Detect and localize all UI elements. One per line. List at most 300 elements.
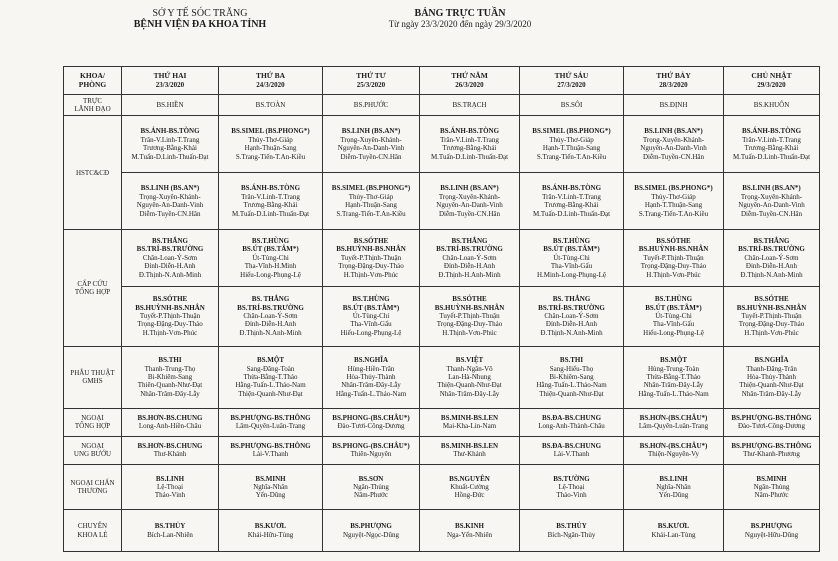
doctor-names: BS.LINH (BS.AN*) bbox=[440, 184, 499, 193]
duty-cell bbox=[520, 465, 624, 510]
doctor-names: BS.THI bbox=[559, 356, 584, 365]
staff-names: Hiếu-Long-Phụng-Lệ bbox=[340, 328, 402, 337]
duty-cell bbox=[420, 408, 520, 436]
department-label-line: PHẪU THUẬT bbox=[70, 368, 115, 377]
day-date: 24/3/2020 bbox=[256, 80, 285, 89]
staff-names: Nguyên-An-Danh-Vinh bbox=[640, 144, 707, 153]
doctor-names: BS.HUỲNH-BS.NHÂN bbox=[336, 245, 406, 254]
staff-names: Đỉnh-Diễn-H.Anh bbox=[144, 262, 196, 271]
doctor-names: BS.NGUYÊN bbox=[449, 474, 490, 483]
staff-names: Tuyết-P.Thịnh-Thuận bbox=[439, 311, 500, 320]
duty-cell bbox=[420, 465, 520, 510]
staff-names: Nga-Yến-Nhiên bbox=[446, 530, 493, 539]
staff-names: Lài-V.Thanh bbox=[252, 450, 289, 459]
leadership-label-line: LÃNH ĐẠO bbox=[74, 105, 111, 114]
staff-names: Long-Anh-Thành-Châu bbox=[538, 422, 605, 431]
doctor-names: BS.SIMEL (BS.PHONG*) bbox=[231, 127, 310, 136]
doctor-names: BS.SÓTHE bbox=[754, 295, 789, 304]
staff-names: Thiện-Nguyên-Vy bbox=[648, 450, 699, 459]
doctor-names: BS.PHƯỢNG bbox=[750, 522, 793, 531]
duty-cell bbox=[420, 510, 520, 552]
duty-cell bbox=[122, 465, 219, 510]
doctor-names: BS.KINH bbox=[455, 522, 484, 531]
staff-names: Lệ-Thoại bbox=[558, 482, 585, 491]
doctor-names: BS.ÁNH-BS.TÒNG bbox=[741, 127, 802, 136]
corner-label-line: KHOA/ bbox=[79, 71, 105, 81]
doctor-names: BS.ÁNH-BS.TÒNG bbox=[240, 184, 301, 193]
doctor-names: BS.HƠN-BS.CHUNG bbox=[137, 442, 203, 451]
duty-cell bbox=[122, 116, 219, 172]
duty-cell bbox=[323, 286, 420, 346]
duty-cell bbox=[323, 465, 420, 510]
staff-names: Diễm-Tuyền-CN.Hân bbox=[643, 152, 704, 161]
doctor-names: BS.ÁNH-BS.TÒNG bbox=[439, 127, 500, 136]
day-name: THỨ BA bbox=[255, 71, 286, 81]
department-column-header bbox=[64, 67, 122, 95]
duty-cell bbox=[122, 230, 219, 286]
doctor-names: BS.ĐA-BS.CHUNG bbox=[541, 442, 602, 451]
doctor-names: BS.HUỲNH-BS.NHÂN bbox=[434, 303, 505, 312]
day-header-row bbox=[64, 67, 820, 95]
staff-names: H.Thịnh-Vơn-Phúc bbox=[142, 328, 198, 337]
day-header bbox=[323, 67, 420, 95]
staff-names: Thư-Khanh-Phương bbox=[743, 450, 800, 459]
staff-names: Trân-V.Linh-T.Trang bbox=[742, 135, 801, 144]
staff-names: Sang-Hiếu-Thọ bbox=[549, 364, 594, 373]
staff-names: Thủy-Thơ-Giáp bbox=[549, 135, 594, 144]
doctor-names: BS. THẮNG bbox=[251, 295, 290, 304]
doctor-names: BS.THẮNG bbox=[152, 237, 188, 246]
staff-names: Thiên-Quanh-Như-Đạt bbox=[137, 381, 203, 390]
doctor-names: BS.T.HÙNG bbox=[251, 237, 290, 246]
staff-names: S.Trang-Tiến-T.An-Kiều bbox=[235, 152, 306, 161]
roster-row bbox=[64, 510, 820, 552]
duty-cell bbox=[724, 436, 820, 464]
staff-names: S.Trang-Tiến-T.An-Kiều bbox=[638, 209, 709, 218]
department-label-line: GMHS bbox=[82, 377, 103, 386]
staff-names: Ngân-Thủng bbox=[353, 482, 389, 491]
doctor-names: BS.MINH bbox=[255, 474, 286, 483]
doctor-names: BS.TRÍ-BS.TRƯỜNG bbox=[237, 303, 304, 312]
staff-names: Trương-Bằng-Khải bbox=[243, 201, 298, 210]
staff-names: Đỉnh-Diễn-H.Anh bbox=[244, 320, 297, 329]
staff-names: Trọng-Đặng-Duy-Thảo bbox=[640, 262, 707, 271]
staff-names: Trân-V.Linh-T.Trang bbox=[542, 192, 601, 201]
duty-cell bbox=[323, 172, 420, 230]
staff-names: Út-Tùng-Chi bbox=[352, 311, 390, 320]
staff-names: Khuất-Cường bbox=[450, 482, 489, 491]
duty-cell bbox=[624, 436, 724, 464]
doctor-names: BS.SÓTHE bbox=[152, 295, 188, 304]
duty-cell bbox=[219, 436, 323, 464]
leadership-row bbox=[64, 95, 820, 116]
document-title-block bbox=[330, 8, 590, 29]
staff-names: Hạnh-Thuận-Sang bbox=[244, 144, 297, 153]
staff-names: H.Thịnh-Vơn-Phúc bbox=[646, 270, 701, 279]
doctor-names: BS.ÁNH-BS.TÒNG bbox=[541, 184, 602, 193]
duty-cell bbox=[420, 172, 520, 230]
leader-on-duty: BS.SÔI bbox=[520, 95, 624, 116]
leader-on-duty: BS.ĐỊNH bbox=[624, 95, 724, 116]
department-label bbox=[64, 116, 122, 230]
staff-names: Lâm-Quyên-Luân-Trang bbox=[235, 422, 306, 431]
staff-names: Sang-Đăng-Toàn bbox=[246, 364, 295, 373]
staff-names: Trân-V.Linh-T.Trang bbox=[440, 135, 499, 144]
doctor-names: BS.TRÍ-BS.TRƯỜNG bbox=[738, 245, 805, 254]
staff-names: Hiếu-Long-Phụng-Lệ bbox=[240, 270, 301, 279]
staff-names: Nguyệt-Hữu-Dũng bbox=[744, 530, 799, 539]
staff-names: Đ.Thịnh-N.Anh-Minh bbox=[239, 328, 302, 337]
staff-names: Thiên-Nguyên bbox=[350, 450, 392, 459]
staff-names: Thiện-Quanh-Như-Đạt bbox=[539, 389, 604, 398]
leader-on-duty: BS.TRẠCH bbox=[420, 95, 520, 116]
duty-cell bbox=[520, 408, 624, 436]
day-header bbox=[420, 67, 520, 95]
staff-names: Hòa-Thủy-Thành bbox=[346, 372, 396, 381]
duty-cell bbox=[219, 465, 323, 510]
doctor-names: BS.LINH bbox=[155, 474, 185, 483]
day-name: CHỦ NHẬT bbox=[751, 71, 792, 81]
staff-names: S.Trang-Tiến-T.An-Kiều bbox=[336, 209, 406, 218]
department-label-line: UNG BƯỚU bbox=[73, 450, 112, 459]
duty-cell bbox=[219, 346, 323, 408]
department-label bbox=[64, 436, 122, 464]
staff-names: Trọng-Xuyên-Khánh- bbox=[438, 192, 501, 201]
leader-on-duty: BS.PHƯỚC bbox=[323, 95, 420, 116]
doctor-names: BS.SIMEL (BS.PHONG*) bbox=[331, 184, 411, 193]
staff-names: Trương-Bằng-Khải bbox=[442, 144, 497, 153]
duty-cell bbox=[323, 510, 420, 552]
staff-names: Đỉnh-Diễn-H.Anh bbox=[443, 262, 496, 271]
staff-names: Hồng-Đức bbox=[454, 491, 485, 500]
duty-cell bbox=[520, 346, 624, 408]
staff-names: Trọng-Xuyên-Khánh- bbox=[642, 135, 705, 144]
staff-names: Thiện-Quanh-Như-Đạt bbox=[739, 381, 804, 390]
department-name: SỞ Y TẾ SÓC TRĂNG bbox=[152, 8, 248, 19]
staff-names: Út-Tùng-Chi bbox=[655, 311, 692, 320]
staff-names: Diễm-Tuyền-CN.Hân bbox=[139, 209, 201, 218]
staff-names: H.Thịnh-Vơn-Phúc bbox=[343, 270, 399, 279]
staff-names: Đỉnh-Diễn-H.Anh bbox=[545, 320, 598, 329]
doctor-names: BS.ÚT (BS.TÂM*) bbox=[543, 245, 600, 254]
doctor-names: BS. THẮNG bbox=[552, 295, 591, 304]
roster-row bbox=[64, 436, 820, 464]
duty-cell bbox=[420, 230, 520, 286]
staff-names: Lệ-Thoại bbox=[156, 482, 184, 491]
doctor-names: BS.KƯƠL bbox=[254, 522, 287, 531]
staff-names: M.Tuấn-D.Linh-Thuấn-Đạt bbox=[131, 152, 209, 161]
day-date: 25/3/2020 bbox=[356, 80, 386, 89]
staff-names: Thủy-Thơ-Giáp bbox=[651, 192, 696, 201]
staff-names: Trân-V.Linh-T.Trang bbox=[140, 135, 200, 144]
staff-names: Đ.Thịnh-N.Anh-Minh bbox=[740, 270, 803, 279]
staff-names: Chân-Loan-Ý-Sơm bbox=[442, 253, 497, 262]
staff-names: H.Thịnh-Vơn-Phúc bbox=[442, 328, 497, 337]
staff-names: Bích-Ngân-Thủy bbox=[547, 530, 596, 539]
corner-label-line: PHÒNG bbox=[78, 79, 107, 89]
duty-cell bbox=[520, 286, 624, 346]
staff-names: Bi-Khiêm-Sang bbox=[549, 372, 594, 381]
staff-names: Lâm-Quyên-Luân-Trang bbox=[638, 422, 709, 431]
duty-cell bbox=[520, 230, 624, 286]
duty-cell bbox=[323, 116, 420, 172]
department-label-line: TỔNG HỢP bbox=[74, 422, 111, 431]
staff-names: Nguyên-An-Danh-Vinh bbox=[738, 201, 805, 210]
organization-header bbox=[100, 8, 300, 30]
staff-names: Tha-Vĩnh-Gấu bbox=[550, 262, 593, 271]
duty-cell bbox=[122, 408, 219, 436]
staff-names: Đ.Thịnh-N.Anh-Minh bbox=[138, 270, 202, 279]
department-label bbox=[64, 230, 122, 346]
department-label-line: THƯƠNG bbox=[77, 487, 108, 496]
staff-names: Thanh-Ngân-Võ bbox=[446, 364, 493, 373]
day-name: THỨ TƯ bbox=[356, 71, 386, 81]
doctor-names: BS.KƯƠL bbox=[657, 522, 690, 531]
staff-names: Trương-Bằng-Khải bbox=[744, 144, 799, 153]
doctor-names: BS.SÓTHE bbox=[656, 237, 691, 246]
doctor-names: BS.MINH-BS.LEN bbox=[440, 442, 499, 451]
duty-cell bbox=[219, 172, 323, 230]
doctor-names: BS.TRÍ-BS.TRƯỜNG bbox=[136, 245, 204, 254]
duty-cell bbox=[420, 286, 520, 346]
day-name: THỨ HAI bbox=[153, 71, 187, 81]
staff-names: Hằng-Tuấn-L.Thảo-Nam bbox=[536, 381, 607, 390]
department-label-line: KHOA LẺ bbox=[77, 530, 108, 539]
doctor-names: BS.SÓTHE bbox=[452, 295, 487, 304]
staff-names: Trọng-Đặng-Duy-Thảo bbox=[137, 320, 203, 329]
duty-cell bbox=[724, 465, 820, 510]
staff-names: Đ.Thịnh-N.Anh-Minh bbox=[540, 328, 603, 337]
duty-cell bbox=[323, 230, 420, 286]
staff-names: Chân-Loan-Ý-Sơm bbox=[744, 253, 799, 262]
duty-cell bbox=[520, 116, 624, 172]
doctor-names: BS.PHƯỢNG-BS.THÔNG bbox=[731, 413, 812, 422]
leader-on-duty: BS.HIỀN bbox=[122, 95, 219, 116]
staff-names: Thư-Khánh bbox=[453, 450, 486, 459]
doctor-names: BS.LINH (BS.AN*) bbox=[644, 127, 703, 136]
staff-names: Mai-Kha-Lin-Nam bbox=[442, 422, 497, 431]
doctor-names: BS.PHONG-(BS.CHÂU*) bbox=[332, 442, 410, 451]
duty-cell bbox=[624, 510, 724, 552]
duty-cell bbox=[122, 436, 219, 464]
duty-cell bbox=[323, 408, 420, 436]
leadership-label bbox=[64, 95, 122, 116]
doctor-names: BS.T.HÙNG bbox=[552, 237, 591, 246]
doctor-names: BS.TRÍ-BS.TRƯỜNG bbox=[538, 303, 605, 312]
staff-names: Tha-Vĩnh-Gấu bbox=[350, 320, 392, 329]
staff-names: Út-Tùng-Chi bbox=[252, 253, 289, 262]
staff-names: Nhân-Trâm-Đây-Lẫy bbox=[643, 381, 704, 390]
staff-names: Tuyết-P.Thịnh-Thuận bbox=[340, 253, 402, 262]
doctor-names: BS.LINH bbox=[659, 474, 688, 483]
staff-names: Thanh-Đăng-Trân bbox=[746, 364, 797, 373]
doctor-names: BS.TRÍ-BS.TRƯỜNG bbox=[436, 245, 503, 254]
doctor-names: BS.ÚT (BS.TÂM*) bbox=[645, 303, 702, 312]
doctor-names: BS.LINH (BS.AN*) bbox=[140, 184, 200, 193]
staff-names: Khải-Hữu-Tùng bbox=[247, 530, 294, 539]
duty-cell bbox=[219, 116, 323, 172]
duty-cell bbox=[122, 346, 219, 408]
staff-names: Nâm-Phước bbox=[754, 491, 789, 500]
duty-cell bbox=[724, 510, 820, 552]
staff-names: Tha-Vĩnh-Gấu bbox=[652, 320, 695, 329]
staff-names: Nguyên-An-Danh-Vinh bbox=[337, 144, 405, 153]
department-label bbox=[64, 465, 122, 510]
staff-names: Hạnh-T.Thuận-Sang bbox=[644, 201, 703, 210]
duty-cell bbox=[219, 286, 323, 346]
duty-cell bbox=[122, 510, 219, 552]
staff-names: M.Tuấn-D.Linh-Thuấn-Đạt bbox=[532, 209, 611, 218]
staff-names: Trọng-Xuyên-Khánh- bbox=[340, 135, 402, 144]
day-header bbox=[624, 67, 724, 95]
staff-names: Trọng-Đặng-Duy-Thảo bbox=[338, 262, 404, 271]
duty-cell bbox=[724, 172, 820, 230]
staff-names: Nhân-Trâm-Đây-Lẫy bbox=[140, 389, 200, 398]
day-header bbox=[122, 67, 219, 95]
staff-names: Nhân-Trâm-Đây-Lẫy bbox=[439, 389, 500, 398]
department-label-line: TỔNG HỢP bbox=[74, 287, 111, 296]
doctor-names: BS.T.HÙNG bbox=[352, 295, 390, 304]
document-title: BẢNG TRỰC TUẦN bbox=[414, 8, 506, 19]
roster-row bbox=[64, 172, 820, 230]
roster-row bbox=[64, 408, 820, 436]
staff-names: M.Tuấn-D.Linh-Thuấn-Đạt bbox=[430, 152, 509, 161]
staff-names: Nâm-Phước bbox=[354, 491, 388, 500]
staff-names: Trương-Bằng-Khải bbox=[143, 144, 197, 153]
leadership-label-line: TRỰC bbox=[82, 96, 103, 105]
doctor-names: BS.MINH bbox=[756, 474, 787, 483]
day-header bbox=[520, 67, 624, 95]
staff-names: Tuyết-P.Thịnh-Thuận bbox=[741, 311, 802, 320]
department-label-line: NGOẠI bbox=[81, 442, 104, 451]
department-label bbox=[64, 408, 122, 436]
staff-names: S.Trang-Tiến-T.An-Kiều bbox=[536, 152, 607, 161]
staff-names: Trọng-Xuyên-Khánh- bbox=[139, 192, 201, 201]
staff-names: Bi-Khiêm-Sang bbox=[147, 372, 193, 381]
duty-cell bbox=[520, 436, 624, 464]
staff-names: Hằng-Tuấn-L.Thảo-Nam bbox=[235, 381, 306, 390]
staff-names: Chân-Loan-Ý-Sơm bbox=[243, 311, 298, 320]
staff-names: Thanh-Trung-Thọ bbox=[144, 364, 196, 373]
staff-names: Trương-Bằng-Khải bbox=[544, 201, 599, 210]
document-date-range: Từ ngày 23/3/2020 đến ngày 29/3/2020 bbox=[388, 19, 532, 29]
duty-cell bbox=[724, 346, 820, 408]
day-name: THỨ NĂM bbox=[451, 71, 488, 81]
staff-names: Thảo-Vinh bbox=[154, 491, 186, 500]
staff-names: Tuyết-P.Thịnh-Thuận bbox=[139, 311, 201, 320]
staff-names: Đào-Tươi-Công-Dương bbox=[737, 422, 806, 431]
day-date: 28/3/2020 bbox=[659, 80, 688, 89]
staff-names: Chân-Loan-Ý-Sơm bbox=[544, 311, 599, 320]
doctor-names: BS.HUỲNH-BS.NHÂN bbox=[736, 303, 807, 312]
staff-names: Nghĩa-Nhân bbox=[253, 482, 288, 491]
doctor-names: BS.HƠN-(BS.CHÂU*) bbox=[639, 413, 708, 422]
doctor-names: BS.SÓTHE bbox=[353, 237, 389, 246]
roster-row bbox=[64, 286, 820, 346]
doctor-names: BS.PHƯỢNG bbox=[350, 522, 392, 531]
duty-cell bbox=[624, 116, 724, 172]
doctor-names: BS.SƠN bbox=[358, 474, 384, 483]
roster-row bbox=[64, 465, 820, 510]
department-label-line: HSTC&CĐ bbox=[75, 168, 110, 177]
duty-cell bbox=[520, 510, 624, 552]
doctor-names: BS.NGHĨA bbox=[754, 356, 789, 365]
staff-names: Trọng-Đặng-Duy-Thảo bbox=[738, 320, 805, 329]
roster-row bbox=[64, 346, 820, 408]
staff-names: Nguyên-An-Danh-Vinh bbox=[136, 201, 204, 210]
staff-names: H.Thịnh-Vơn-Phúc bbox=[744, 328, 799, 337]
day-date: 23/3/2020 bbox=[155, 80, 185, 89]
department-label-line: NGOẠI bbox=[81, 413, 104, 422]
staff-names: Nguyên-An-Danh-Vinh bbox=[436, 201, 503, 210]
day-name: THỨ SÁU bbox=[554, 71, 589, 81]
staff-names: Thủy-Thơ-Giáp bbox=[348, 192, 394, 201]
staff-names: Thừa-Bằng-T.Thảo bbox=[646, 372, 701, 381]
doctor-names: BS.HUỲNH-BS.NHÂN bbox=[135, 303, 205, 312]
staff-names: Hiếu-Long-Phụng-Lệ bbox=[643, 328, 704, 337]
doctor-names: BS.PHƯỢNG-BS.THÔNG bbox=[230, 442, 311, 451]
roster-row bbox=[64, 230, 820, 286]
staff-names: Nhân-Trâm-Đây-Lẫy bbox=[341, 381, 401, 390]
department-label-line: CẤP CỨU bbox=[77, 279, 108, 288]
doctor-names: BS.PHƯỢNG-BS.THÔNG bbox=[731, 442, 812, 451]
staff-names: Nhân-Trâm-Đây-Lẫy bbox=[741, 389, 802, 398]
doctor-names: BS.ÚT (BS.TÂM*) bbox=[242, 245, 299, 254]
duty-cell bbox=[624, 230, 724, 286]
staff-names: Chân-Loan-Ý-Sơm bbox=[142, 253, 198, 262]
staff-names: Diễm-Tuyền-CN.Hân bbox=[340, 152, 402, 161]
doctor-names: BS.THẮNG bbox=[753, 237, 790, 246]
staff-names: Hùng-Hiền-Trân bbox=[347, 364, 395, 373]
hospital-name: BỆNH VIỆN ĐA KHOA TỈNH bbox=[133, 19, 267, 30]
department-label-line: NGOẠI CHẤN bbox=[70, 478, 115, 487]
duty-cell bbox=[323, 436, 420, 464]
doctor-names: BS.MỘT bbox=[256, 356, 285, 365]
staff-names: Thảo-Vinh bbox=[556, 491, 587, 500]
staff-names: M.Tuấn-D.Linh-Thuấn-Đạt bbox=[732, 152, 811, 161]
doctor-names: BS.HƠN-BS.CHUNG bbox=[137, 413, 203, 422]
staff-names: Long-Anh-Hiền-Châu bbox=[138, 422, 202, 431]
doctor-names: BS.SIMEL (BS.PHONG*) bbox=[532, 127, 611, 136]
duty-cell bbox=[122, 172, 219, 230]
department-label bbox=[64, 346, 122, 408]
staff-names: Thiện-Quanh-Như-Đạt bbox=[238, 389, 303, 398]
staff-names: Thủy-Thơ-Giáp bbox=[248, 135, 293, 144]
leader-on-duty: BS.KHUÔN bbox=[724, 95, 820, 116]
staff-names: Nghĩa-Nhân bbox=[656, 482, 691, 491]
duty-cell bbox=[420, 436, 520, 464]
staff-names: Diễm-Tuyền-CN.Hân bbox=[439, 209, 500, 218]
day-header bbox=[724, 67, 820, 95]
staff-names: Diễm-Tuyền-CN.Hân bbox=[741, 209, 802, 218]
doctor-names: BS.PHƯỢNG-BS.THÔNG bbox=[230, 413, 311, 422]
staff-names: Nguyệt-Ngọc-Dũng bbox=[343, 530, 399, 539]
duty-cell bbox=[624, 408, 724, 436]
staff-names: Hạnh-Thuận-Sang bbox=[345, 201, 397, 210]
staff-names: Thư-Khánh bbox=[153, 450, 187, 459]
staff-names: Thiện-Quanh-Như-Đạt bbox=[437, 381, 502, 390]
day-date: 27/3/2020 bbox=[557, 80, 586, 89]
staff-names: Yến-Dũng bbox=[658, 491, 689, 500]
doctor-names: BS.ÁNH-BS.TÒNG bbox=[140, 127, 200, 136]
duty-cell bbox=[724, 408, 820, 436]
duty-cell bbox=[219, 230, 323, 286]
day-date: 26/3/2020 bbox=[455, 80, 484, 89]
duty-cell bbox=[420, 116, 520, 172]
department-label-line: CHUYÊN bbox=[77, 522, 108, 531]
doctor-names: BS.LINH (BS.AN*) bbox=[742, 184, 801, 193]
staff-names: Ngân-Thủng bbox=[753, 482, 790, 491]
